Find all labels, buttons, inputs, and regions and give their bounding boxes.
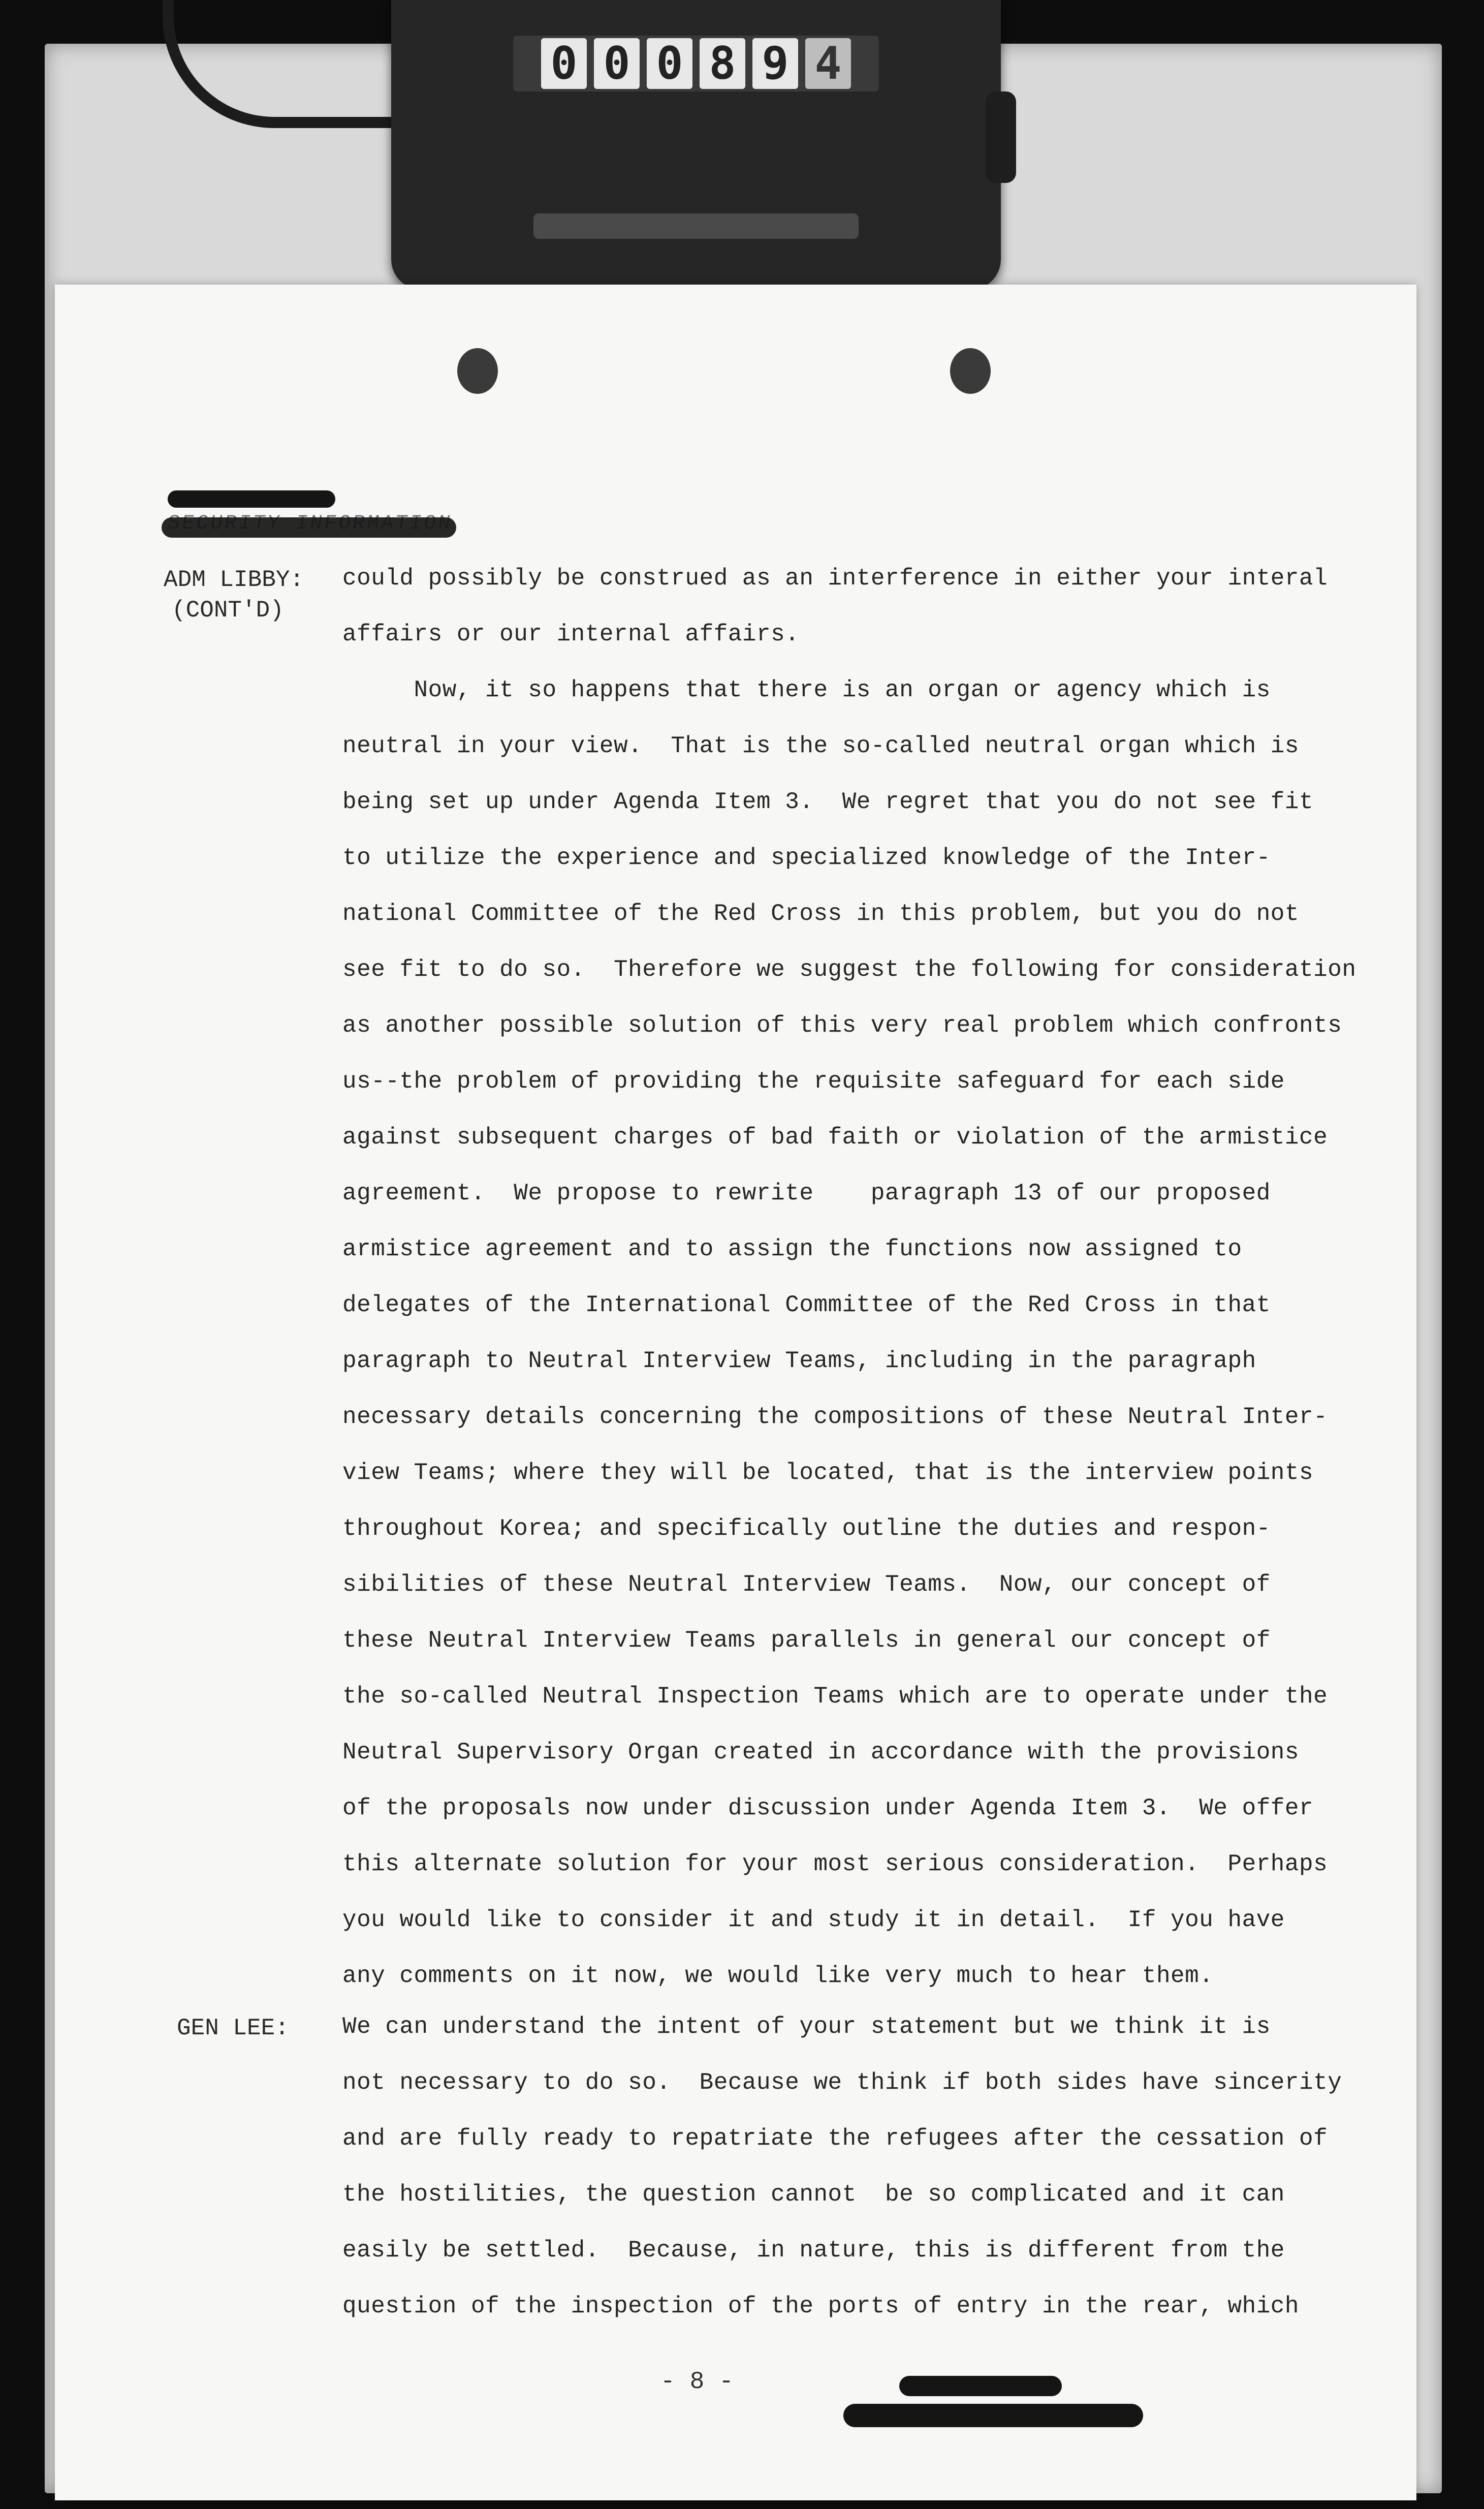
counter-knob: [986, 91, 1016, 183]
text-line: being set up under Agenda Item 3. We regret that you do not see fit: [342, 789, 1314, 815]
counter-window: [513, 36, 879, 91]
text-line: against subsequent charges of bad faith or violation of the armistice: [342, 1124, 1328, 1151]
text-line: affairs or our internal affairs.: [342, 621, 800, 647]
text-line: paragraph to Neutral Interview Teams, including in the paragraph: [342, 1348, 1256, 1374]
counter-digit: 0: [594, 38, 640, 89]
text-line: could possibly be construed as an interference in either your interal: [342, 565, 1328, 592]
counter-digit: 9: [752, 38, 798, 89]
text-line: of the proposals now under discussion under Agenda Item 3. We offer: [342, 1795, 1314, 1821]
speaker-label: GEN LEE:: [177, 2015, 289, 2041]
text-line: neutral in your view. That is the so-called neutral organ which is: [342, 733, 1300, 759]
text-line: Neutral Supervisory Organ created in accordance with the provisions: [342, 1739, 1300, 1765]
text-line: question of the inspection of the ports of entry in the rear, which: [342, 2293, 1300, 2319]
redaction-bar: [843, 2404, 1143, 2427]
text-line: the hostilities, the question cannot be so complicated and it can: [342, 2181, 1285, 2208]
counter-digit: 4: [805, 38, 851, 89]
text-line: national Committee of the Red Cross in this problem, but you do not: [342, 901, 1300, 927]
text-line: the so-called Neutral Inspection Teams which are to operate under the: [342, 1683, 1328, 1710]
counter-slot: [533, 213, 859, 239]
text-line: throughout Korea; and specifically outline the duties and respon-: [342, 1515, 1271, 1542]
counter-digit: 0: [541, 38, 587, 89]
text-line: Now, it so happens that there is an organ or agency which is: [342, 677, 1271, 703]
binder-hole: [457, 348, 498, 394]
redaction-bar: [899, 2376, 1062, 2396]
speaker-label-continued: (CONT'D): [172, 597, 284, 624]
text-line: you would like to consider it and study it in detail. If you have: [342, 1907, 1285, 1933]
counter-digit: 8: [700, 38, 745, 89]
text-line: view Teams; where they will be located, that is the interview points: [342, 1460, 1314, 1486]
counter-digit: 0: [647, 38, 692, 89]
text-line: to utilize the experience and specialized knowledge of the Inter-: [342, 845, 1271, 871]
text-line: sibilities of these Neutral Interview Teams. Now, our concept of: [342, 1571, 1271, 1598]
text-line: necessary details concerning the compositions of these Neutral Inter-: [342, 1404, 1328, 1430]
text-line: delegates of the International Committee of the Red Cross in that: [342, 1292, 1271, 1318]
text-line: as another possible solution of this very real problem which confronts: [342, 1012, 1342, 1039]
binder-hole: [950, 348, 991, 394]
redaction-bar: [162, 517, 456, 538]
text-line: We can understand the intent of your statement but we think it is: [342, 2014, 1271, 2040]
page-number: - 8 -: [660, 2368, 734, 2396]
text-line: armistice agreement and to assign the functions now assigned to: [342, 1236, 1242, 1262]
frame-counter: [391, 0, 1001, 290]
text-line: easily be settled. Because, in nature, this is different from the: [342, 2237, 1285, 2264]
text-line: this alternate solution for your most serious consideration. Perhaps: [342, 1851, 1328, 1877]
redaction-bar: [168, 490, 335, 508]
text-line: these Neutral Interview Teams parallels in general our concept of: [342, 1627, 1271, 1654]
speaker-label: ADM LIBBY:: [164, 567, 304, 593]
text-line: see fit to do so. Therefore we suggest the following for consideration: [342, 956, 1356, 983]
text-line: not necessary to do so. Because we think if both sides have sincerity: [342, 2069, 1342, 2096]
text-line: and are fully ready to repatriate the refugees after the cessation of: [342, 2125, 1328, 2152]
text-line: any comments on it now, we would like very much to hear them.: [342, 1963, 1214, 1989]
text-line: us--the problem of providing the requisite safeguard for each side: [342, 1068, 1285, 1095]
text-line: agreement. We propose to rewrite paragraph 13 of our proposed: [342, 1180, 1271, 1206]
